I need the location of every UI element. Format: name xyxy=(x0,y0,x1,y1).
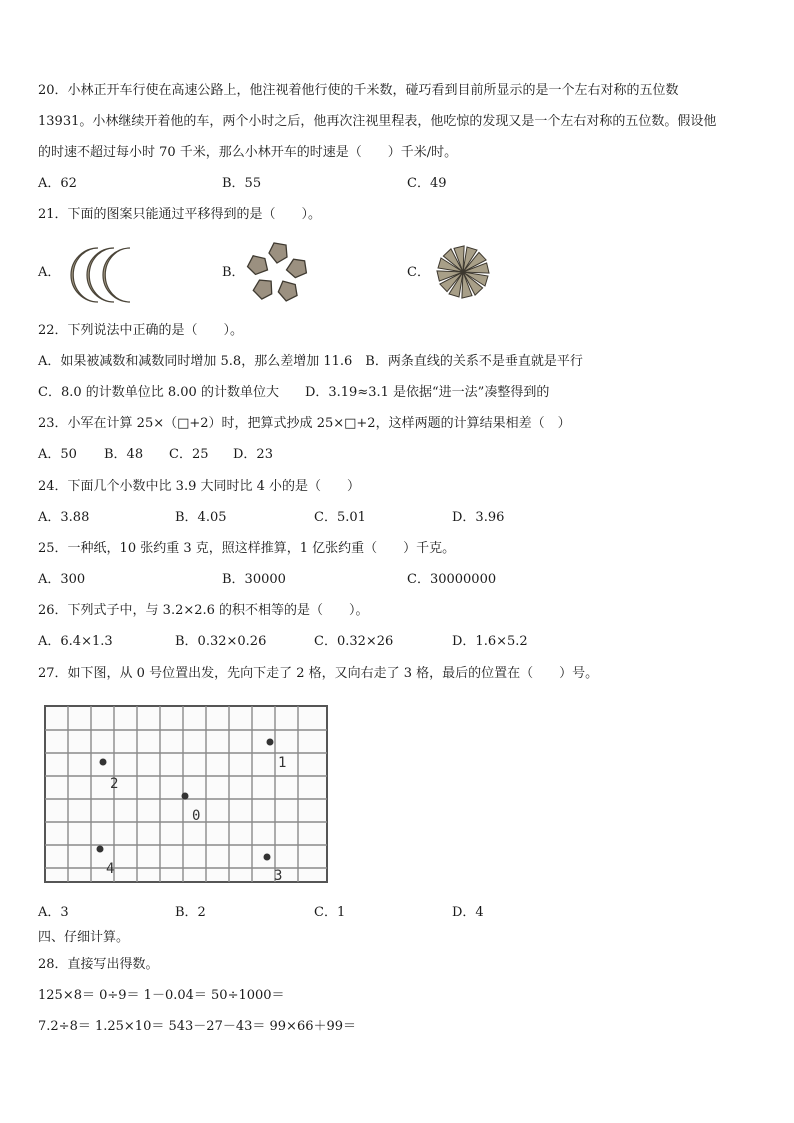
q27-option-a: A．3 xyxy=(38,905,69,920)
q28-stem: 28．直接写出得数。 xyxy=(38,957,159,972)
q20-line-3: 的时速不超过每小时 70 千米，那么小林开车的时速是（ ）千米/时。 xyxy=(38,145,458,160)
q23-option-c: C．25 xyxy=(169,447,209,462)
q23-option-d: D．23 xyxy=(233,447,273,462)
label-0: 0 xyxy=(192,808,201,824)
q20-line-2: 13931。小林继续开着他的车，两个小时之后，他再次注视里程表，他吃惊的发现又是一个左右对称的五位数。假设他 xyxy=(38,114,717,129)
crescents-figure xyxy=(62,244,152,306)
q22-options-line-1: A．如果被减数和减数同时增加 5.8，那么差增加 11.6 B．两条直线的关系不是垂直就是平行 xyxy=(38,354,583,369)
point-3 xyxy=(264,854,271,861)
q26-option-c: C．0.32×26 xyxy=(314,634,394,649)
q20-option-a: A．62 xyxy=(38,176,77,191)
q21-option-a: A． xyxy=(38,265,61,280)
q26-option-b: B．0.32×0.26 xyxy=(175,634,267,649)
q20-option-b: B．55 xyxy=(222,176,262,191)
q22-options-line-2: C．8.0 的计数单位比 8.00 的计数单位大 D．3.19≈3.1 是依据“进一法”凑整得到的 xyxy=(38,385,550,400)
q28-row-1: 125×8＝ 0÷9＝ 1－0.04＝ 50÷1000＝ xyxy=(38,988,285,1003)
q27-option-d: D．4 xyxy=(452,905,484,920)
pentagon-flower-figure xyxy=(244,242,310,302)
q27-stem: 27．如下图，从 0 号位置出发，先向下走了 2 格，又向右走了 3 格，最后的位置在（ ）号。 xyxy=(38,666,599,681)
label-2: 2 xyxy=(110,776,119,792)
q28-row-2: 7.2÷8＝ 1.25×10＝ 543－27－43＝ 99×66＋99＝ xyxy=(38,1019,357,1034)
q25-option-c: C．30000000 xyxy=(407,572,497,587)
q21-option-b: B． xyxy=(222,265,245,280)
q23-option-a: A．50 xyxy=(38,447,77,462)
q24-option-c: C．5.01 xyxy=(314,510,366,525)
q24-option-b: B．4.05 xyxy=(175,510,227,525)
q20-option-c: C．49 xyxy=(407,176,447,191)
pinwheel-figure xyxy=(432,242,494,302)
q22-stem: 22．下列说法中正确的是（ ）。 xyxy=(38,323,244,338)
q27-option-c: C．1 xyxy=(314,905,346,920)
q24-stem: 24．下面几个小数中比 3.9 大同时比 4 小的是（ ） xyxy=(38,479,361,494)
point-1 xyxy=(267,739,274,746)
position-grid-figure xyxy=(40,702,330,885)
q26-option-a: A．6.4×1.3 xyxy=(38,634,113,649)
q27-option-b: B．2 xyxy=(175,905,206,920)
q23-option-b: B．48 xyxy=(104,447,144,462)
section-title: 四、仔细计算。 xyxy=(38,930,130,945)
label-3: 3 xyxy=(274,868,283,884)
q25-option-b: B．30000 xyxy=(222,572,286,587)
q23-stem: 23．小军在计算 25×（□+2）时，把算式抄成 25×□+2，这样两题的计算结果相差（ ） xyxy=(38,416,571,431)
point-2 xyxy=(100,759,107,766)
q25-option-a: A．300 xyxy=(38,572,86,587)
label-1: 1 xyxy=(278,755,287,771)
point-0 xyxy=(182,793,189,800)
q25-stem: 25．一种纸，10 张约重 3 克，照这样推算，1 亿张约重（ ）千克。 xyxy=(38,541,456,556)
q24-option-d: D．3.96 xyxy=(452,510,505,525)
q20-line-1: 20．小林正开车行使在高速公路上，他注视着他行使的千米数，碰巧看到目前所显示的是一个左右对称的五位数 xyxy=(38,83,679,98)
q21-stem: 21．下面的图案只能通过平移得到的是（ ）。 xyxy=(38,207,322,222)
q24-option-a: A．3.88 xyxy=(38,510,90,525)
q26-stem: 26．下列式子中，与 3.2×2.6 的积不相等的是（ ）。 xyxy=(38,603,369,618)
q26-option-d: D．1.6×5.2 xyxy=(452,634,528,649)
label-4: 4 xyxy=(106,861,115,877)
point-4 xyxy=(97,846,104,853)
q21-option-c: C． xyxy=(407,265,430,280)
